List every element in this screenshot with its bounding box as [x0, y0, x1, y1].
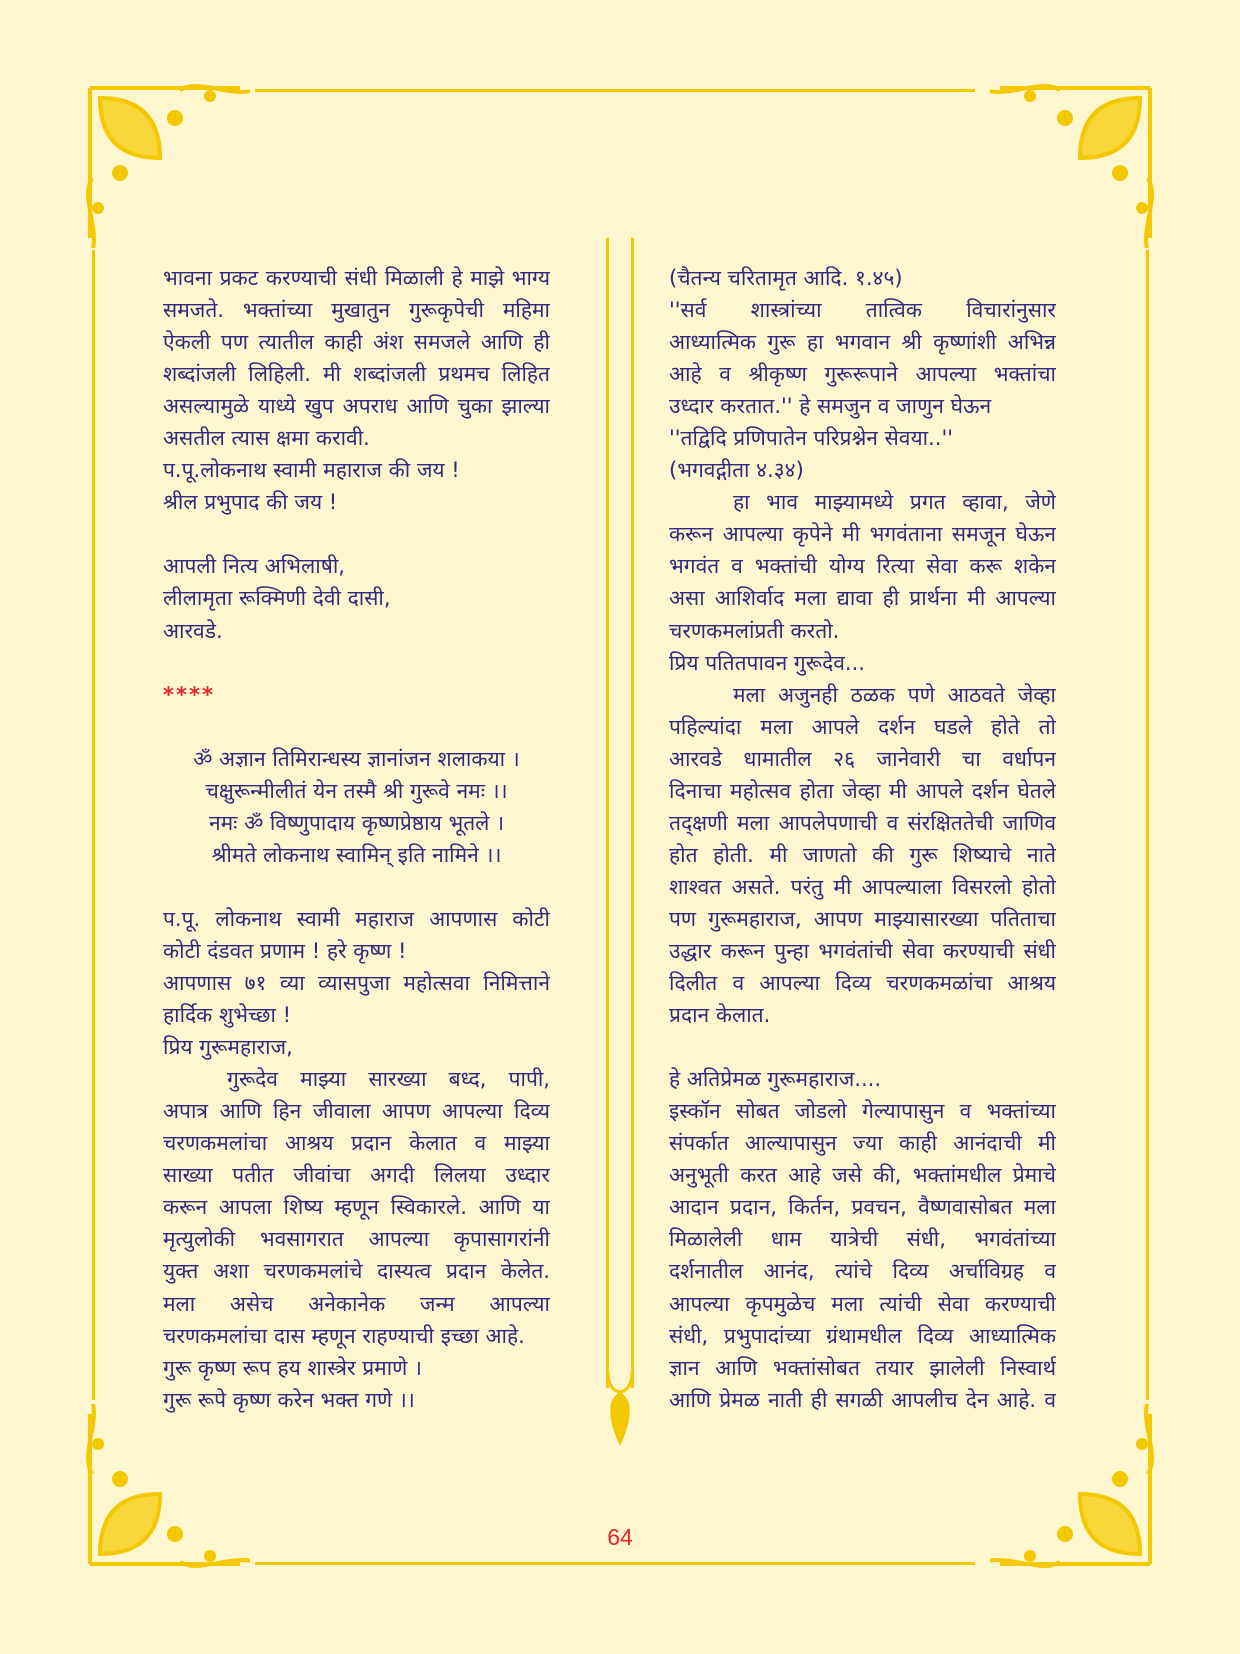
text-line: प्रदान केलात.	[669, 1003, 771, 1028]
text-line: गुरू कृष्ण रूप हय शास्त्रेर प्रमाणे ।	[163, 1355, 422, 1380]
text-line: तद्क्षणी मला आपलेपणाची व संरक्षिततेची जाणिव	[669, 810, 1056, 835]
text-line	[163, 647, 550, 679]
text-line: आहे व श्रीकृष्ण गुरूरूपाने आपल्या भक्तांचा	[669, 362, 1056, 387]
text-line: होत होती. मी जाणतो की गुरू शिष्याचे नाते	[669, 842, 1056, 867]
section-separator-stars: ****	[163, 682, 215, 707]
text-line: कोटी दंडवत प्रणाम ! हरे कृष्ण !	[163, 938, 407, 963]
text-line: मला अजुनही ठळक पणे आठवते जेव्हा	[733, 682, 1056, 707]
border-bottom	[255, 1562, 975, 1565]
text-line: चरणकमलांचा दास म्हणून राहण्याची इच्छा आहे.	[163, 1323, 525, 1348]
text-line: गुरू रूपे कृष्ण करेन भक्त गणे ।।	[163, 1387, 415, 1412]
text-line: चरणकमलांचा आश्रय प्रदान केलात व माझ्या	[163, 1131, 550, 1156]
text-line	[669, 1031, 1056, 1063]
text-line: उध्दार करतात.'' हे समजुन व जाणुन घेऊन	[669, 394, 992, 419]
text-line: हार्दिक शुभेच्छा !	[163, 1003, 292, 1028]
text-line: हा भाव माझ्यामध्ये प्रगत व्हावा, जेणे	[733, 490, 1056, 515]
text-line	[163, 711, 550, 743]
text-line: ''तद्विदि प्रणिपातेन परिप्रश्नेन सेवया..''	[669, 426, 954, 451]
text-line: दिनाचा महोत्सव होता जेव्हा मी आपले दर्शन घेतले	[669, 778, 1056, 803]
right-column	[669, 262, 1056, 1416]
text-line: करून आपल्या कृपेने मी भगवंताना समजून घेऊन	[669, 522, 1056, 547]
text-line: (चैतन्य चरितामृत आदि. १.४५)	[669, 266, 903, 290]
text-line: मिळालेली धाम यात्रेची संधी, भगवंतांच्या	[669, 1227, 1056, 1252]
text-line: साख्या पतीत जीवांचा अगदी लिलया उध्दार	[163, 1163, 550, 1188]
text-line: आपली नित्य अभिलाषी,	[163, 554, 345, 579]
text-line	[163, 871, 550, 903]
border-right	[1146, 250, 1149, 1400]
text-line: (भगवद्गीता ४.३४)	[669, 458, 804, 483]
text-line: शब्दांजली लिहिली. मी शब्दांजली प्रथमच लिहित	[163, 362, 550, 387]
text-line: आरवडे धामातील २६ जानेवारी चा वर्धापन	[669, 746, 1056, 771]
text-line: ज्ञान आणि भक्तांसोबत तयार झालेली निस्वार्थ	[669, 1355, 1056, 1380]
text-line: असल्यामुळे याध्ये खुप अपराध आणि चुका झाल्या	[163, 394, 550, 419]
text-line: ऐकली पण त्यातील काही अंश समजले आणि ही	[163, 330, 550, 355]
text-line: लीलामृता रूक्मिणी देवी दासी,	[163, 586, 391, 611]
border-left	[92, 250, 95, 1400]
text-line: दिलीत व आपल्या दिव्य चरणकमळांचा आश्रय	[669, 971, 1056, 996]
text-line: असतील त्यास क्षमा करावी.	[163, 426, 370, 451]
text-line: अनुभूती करत आहे जसे की, भक्तांमधील प्रेमाचे	[669, 1163, 1056, 1188]
text-line: आपणास ७१ व्या व्यासपुजा महोत्सवा निमित्ताने	[163, 971, 550, 996]
text-line: करून आपला शिष्य म्हणून स्विकारले. आणि या	[163, 1195, 550, 1220]
verse-line: ॐ अज्ञान तिमिरान्धस्य ज्ञानांजन शलाकया ।	[193, 746, 520, 771]
text-line: दर्शनातील आनंद, त्यांचे दिव्य अर्चाविग्रह व	[669, 1259, 1056, 1284]
text-line: मला असेच अनेकानेक जन्म आपल्या	[163, 1291, 550, 1316]
text-line: आपल्या कृपमुळेच मला त्यांची सेवा करण्याची	[669, 1291, 1056, 1316]
text-line: चरणकमलांप्रती करतो.	[669, 618, 840, 643]
border-top	[255, 89, 975, 92]
text-line	[163, 518, 550, 550]
text-line: समजते. भक्तांच्या मुखातुन गुरूकृपेची महिमा	[163, 298, 550, 323]
text-line: प.पू.लोकनाथ स्वामी महाराज की जय !	[163, 458, 460, 483]
text-line: प्रिय गुरूमहाराज,	[163, 1035, 293, 1060]
text-line: हे अतिप्रेमळ गुरूमहाराज....	[669, 1067, 882, 1092]
text-line: ''सर्व शास्त्रांच्या तात्विक विचारांनुसार	[669, 298, 1056, 323]
text-line: संपर्कात आल्यापासुन ज्या काही आनंदाची मी	[669, 1131, 1056, 1156]
left-column	[163, 262, 550, 1416]
text-line: आणि प्रेमळ नाती ही सगळी आपलीच देन आहे. व	[669, 1387, 1056, 1412]
column-divider-right	[631, 238, 634, 1388]
text-line: युक्त अशा चरणकमलांचे दास्यत्व प्रदान केलेत.	[163, 1259, 550, 1284]
verse-line: श्रीमते लोकनाथ स्वामिन् इति नामिने ।।	[211, 842, 502, 867]
text-line: आध्यात्मिक गुरू हा भगवान श्री कृष्णांशी अभिन्न	[669, 330, 1056, 355]
verse-line: नमः ॐ विष्णुपादाय कृष्णप्रेष्ठाय भूतले ।	[208, 810, 505, 835]
text-line: आरवडे.	[163, 618, 223, 643]
corner-ornament-top-left	[80, 78, 250, 248]
text-line: भगवंत व भक्तांची योग्य रित्या सेवा करू शकेन	[669, 554, 1056, 579]
text-line: गुरूदेव माझ्या सारख्या बध्द, पापी,	[227, 1067, 550, 1092]
text-line: प.पू. लोकनाथ स्वामी महाराज आपणास कोटी	[163, 906, 550, 931]
text-line: अपात्र आणि हिन जीवाला आपण आपल्या दिव्य	[163, 1099, 550, 1124]
text-line: श्रील प्रभुपाद की जय !	[163, 490, 338, 515]
text-line: प्रिय पतितपावन गुरूदेव...	[669, 650, 865, 675]
text-line: असा आशिर्वाद मला द्यावा ही प्रार्थना मी आपल्या	[669, 586, 1056, 611]
verse-line: चक्षुरून्मीलीतं येन तस्मै श्री गुरूवे नमः ।।	[205, 778, 508, 803]
text-line: शाश्वत असते. परंतु मी आपल्याला विसरलो होतो	[669, 874, 1056, 899]
text-line: इस्कॉन सोबत जोडलो गेल्यापासुन व भक्तांच्या	[669, 1099, 1056, 1124]
divider-drop-ornament	[600, 1370, 640, 1450]
text-line: उद्धार करून पुन्हा भगवंतांची सेवा करण्याची संधी	[669, 938, 1056, 963]
text-line: संधी, प्रभुपादांच्या ग्रंथामधील दिव्य आध्यात्मिक	[669, 1323, 1056, 1348]
text-line: आदान प्रदान, किर्तन, प्रवचन, वैष्णवासोबत मला	[669, 1195, 1056, 1220]
column-divider-left	[606, 238, 609, 1388]
text-line: पहिल्यांदा मला आपले दर्शन घडले होते तो	[669, 714, 1056, 739]
text-line: भावना प्रकट करण्याची संधी मिळाली हे माझे भाग्य	[163, 266, 550, 290]
text-line: पण गुरूमहाराज, आपण माझ्यासारख्या पतिताचा	[669, 906, 1056, 931]
text-line: मृत्युलोकी भवसागरात आपल्या कृपासागरांनी	[163, 1227, 550, 1252]
corner-ornament-top-right	[990, 78, 1160, 248]
page-number: 64	[607, 1524, 633, 1550]
